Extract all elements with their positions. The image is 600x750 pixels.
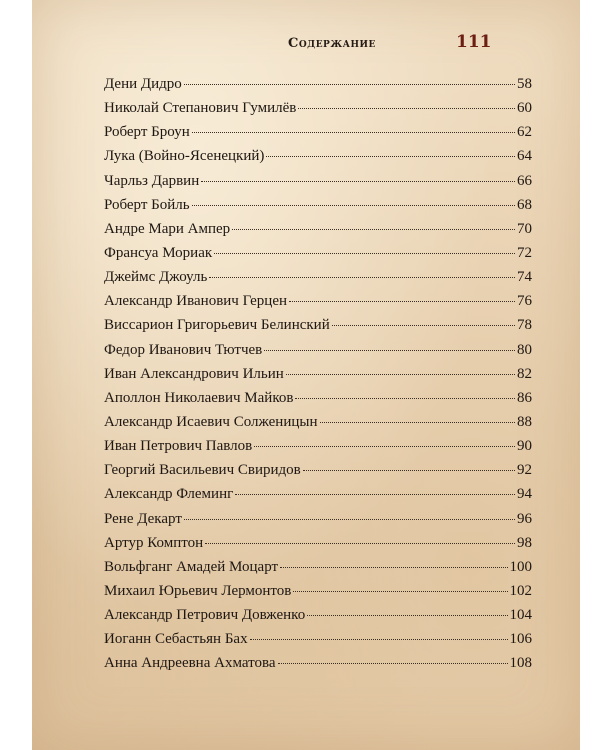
toc-entry[interactable] xyxy=(104,655,532,679)
toc-entry-name: Дени Дидро xyxy=(104,76,182,92)
toc-entry[interactable] xyxy=(104,100,532,124)
toc-entry-page: 70 xyxy=(517,220,532,237)
toc-entry-name: Джеймс Джоуль xyxy=(104,269,208,286)
toc-entry-page: 68 xyxy=(517,196,532,213)
toc-entry-name: Федор Иванович Тютчев xyxy=(104,341,263,358)
toc-entry[interactable] xyxy=(104,511,532,535)
leader-dots xyxy=(205,543,515,544)
toc-entry[interactable] xyxy=(104,317,532,341)
leader-dots xyxy=(295,398,515,399)
toc-entry[interactable] xyxy=(104,390,532,414)
toc-entry-page: 96 xyxy=(517,510,532,527)
toc-entry-page: 108 xyxy=(509,655,532,672)
toc-entry-name: Михаил Юрьевич Лермонтов xyxy=(104,582,292,599)
toc-entry-name: Иван Александрович Ильин xyxy=(104,365,284,382)
toc-entry-name: Чарльз Дарвин xyxy=(104,172,200,189)
toc-entry-page: 66 xyxy=(517,172,532,189)
toc-entry-name: Николай Степанович Гумилёв xyxy=(104,100,297,117)
toc-entry-page: 58 xyxy=(517,76,532,92)
leader-dots xyxy=(266,156,515,157)
leader-dots xyxy=(289,301,515,302)
running-header xyxy=(32,30,580,58)
toc-entry[interactable] xyxy=(104,342,532,366)
toc-entry[interactable] xyxy=(104,631,532,655)
book-page xyxy=(32,0,580,750)
toc-entry[interactable] xyxy=(104,293,532,317)
toc-entry-page: 98 xyxy=(517,534,532,551)
toc-entry-name: Виссарион Григорьевич Белинский xyxy=(104,317,330,334)
leader-dots xyxy=(184,84,515,85)
toc-entry[interactable] xyxy=(104,583,532,607)
toc-entry[interactable] xyxy=(104,221,532,245)
toc-entry-name: Рене Декарт xyxy=(104,510,182,527)
table-of-contents xyxy=(104,76,532,680)
toc-entry[interactable] xyxy=(104,535,532,559)
leader-dots xyxy=(286,374,515,375)
toc-entry-page: 62 xyxy=(517,124,532,141)
toc-entry[interactable] xyxy=(104,269,532,293)
toc-entry-page: 90 xyxy=(517,438,532,455)
toc-entry-name: Андре Мари Ампер xyxy=(104,220,231,237)
leader-dots xyxy=(332,325,515,326)
leader-dots xyxy=(214,253,515,254)
leader-dots xyxy=(184,519,515,520)
toc-entry-page: 92 xyxy=(517,462,532,479)
toc-entry-name: Александр Петрович Довженко xyxy=(104,607,306,624)
page-number: 111 xyxy=(456,32,492,52)
toc-entry-page: 100 xyxy=(509,558,532,575)
toc-entry[interactable] xyxy=(104,462,532,486)
toc-entry-name: Иван Петрович Павлов xyxy=(104,438,253,455)
toc-entry-name: Александр Флеминг xyxy=(104,486,234,503)
toc-entry[interactable] xyxy=(104,197,532,221)
toc-entry-name: Георгий Васильевич Свиридов xyxy=(104,462,301,479)
leader-dots xyxy=(254,446,515,447)
leader-dots xyxy=(201,181,515,182)
leader-dots xyxy=(192,205,515,206)
leader-dots xyxy=(298,108,515,109)
toc-entry-page: 94 xyxy=(517,486,532,503)
leader-dots xyxy=(303,470,515,471)
toc-entry-page: 102 xyxy=(509,582,532,599)
toc-entry-name: Артур Комптон xyxy=(104,534,204,551)
toc-entry[interactable] xyxy=(104,148,532,172)
toc-entry[interactable] xyxy=(104,245,532,269)
toc-entry-name: Роберт Бойль xyxy=(104,196,190,213)
toc-entry[interactable] xyxy=(104,607,532,631)
leader-dots xyxy=(278,663,508,664)
toc-entry-page: 86 xyxy=(517,389,532,406)
section-title: Содержание xyxy=(288,36,376,51)
toc-entry[interactable] xyxy=(104,124,532,148)
toc-entry-page: 76 xyxy=(517,293,532,310)
toc-entry-page: 60 xyxy=(517,100,532,117)
leader-dots xyxy=(250,639,508,640)
toc-entry-name: Анна Андреевна Ахматова xyxy=(104,655,276,672)
toc-entry-page: 88 xyxy=(517,413,532,430)
leader-dots xyxy=(280,567,507,568)
leader-dots xyxy=(232,229,515,230)
toc-entry-page: 64 xyxy=(517,148,532,165)
toc-entry-name: Вольфганг Амадей Моцарт xyxy=(104,558,279,575)
toc-entry[interactable] xyxy=(104,438,532,462)
toc-entry[interactable] xyxy=(104,486,532,510)
toc-entry[interactable] xyxy=(104,559,532,583)
toc-entry-page: 72 xyxy=(517,244,532,261)
toc-entry-name: Аполлон Николаевич Майков xyxy=(104,389,294,406)
toc-entry-name: Роберт Броун xyxy=(104,124,190,141)
toc-entry-page: 82 xyxy=(517,365,532,382)
toc-entry[interactable] xyxy=(104,414,532,438)
leader-dots xyxy=(235,494,515,495)
toc-entry[interactable] xyxy=(104,366,532,390)
toc-entry-name: Франсуа Мориак xyxy=(104,244,213,261)
toc-entry-page: 104 xyxy=(509,607,532,624)
toc-entry-name: Иоганн Себастьян Бах xyxy=(104,631,248,648)
toc-entry-name: Лука (Войно-Ясенецкий) xyxy=(104,148,265,165)
toc-entry[interactable] xyxy=(104,173,532,197)
toc-entry-page: 106 xyxy=(509,631,532,648)
leader-dots xyxy=(264,350,515,351)
leader-dots xyxy=(320,422,516,423)
toc-entry[interactable] xyxy=(104,76,532,100)
toc-entry-name: Александр Исаевич Солженицын xyxy=(104,413,318,430)
toc-entry-page: 74 xyxy=(517,269,532,286)
leader-dots xyxy=(209,277,515,278)
toc-entry-name: Александр Иванович Герцен xyxy=(104,293,288,310)
toc-entry-page: 80 xyxy=(517,341,532,358)
leader-dots xyxy=(293,591,507,592)
leader-dots xyxy=(192,132,515,133)
toc-entry-page: 78 xyxy=(517,317,532,334)
leader-dots xyxy=(307,615,507,616)
